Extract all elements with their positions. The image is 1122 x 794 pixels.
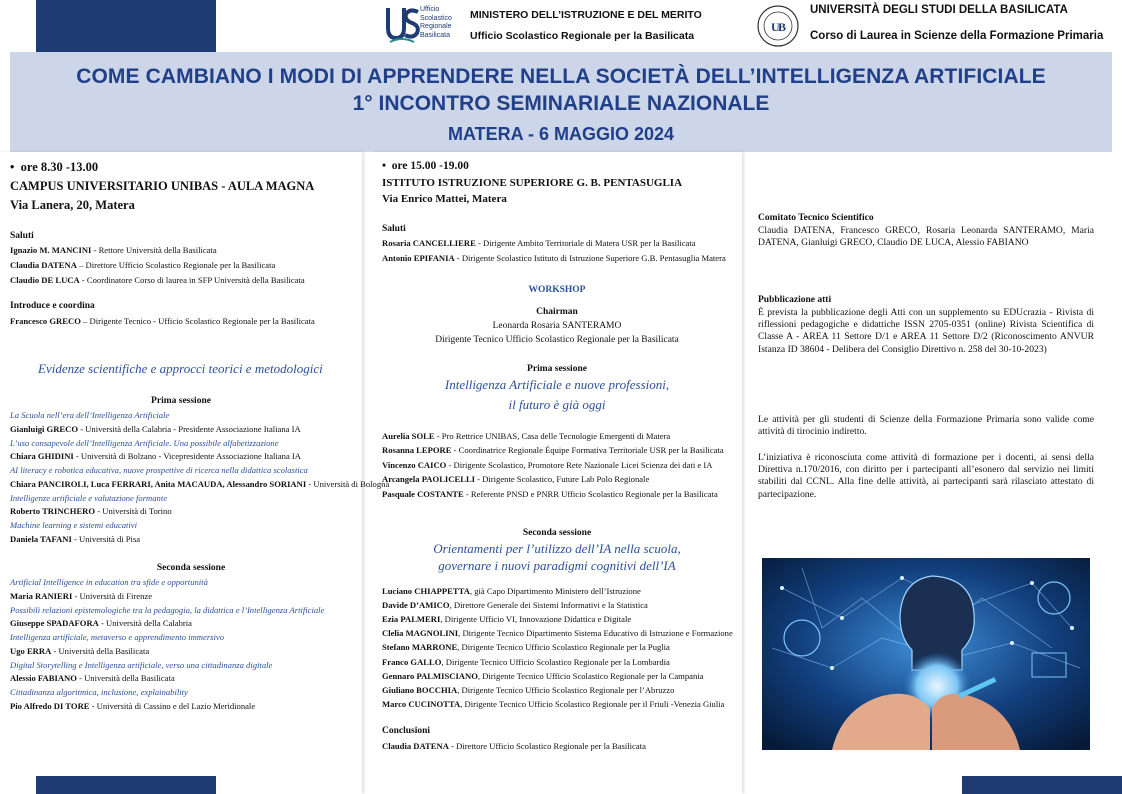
speaker-role: - Pro Rettrice UNIBAS, Casa delle Tecnologie Emergenti di Matera	[434, 431, 671, 441]
speaker-name: Francesco GRECO	[10, 316, 81, 326]
intro-item	[10, 316, 315, 326]
speaker-role: – Direttore Ufficio Scolastico Regionale per la Basilicata	[76, 260, 276, 270]
afternoon-saluti-item	[382, 253, 726, 263]
morning-column	[0, 152, 390, 794]
speaker-role: - Dirigente Scolastico Istituto di Istruzione Superiore G.B. Pentasuglia Matera	[454, 253, 726, 263]
speaker-affiliation: - Università di Cassino e del Lazio Meridionale	[89, 700, 256, 711]
chairman-role: Dirigente Tecnico Ufficio Scolastico Regionale per la Basilicata	[435, 335, 679, 345]
speaker-name: Maria RANIERI	[10, 590, 73, 601]
speaker-name: Marco CUCINOTTA	[382, 698, 461, 709]
unibas-seal-icon	[756, 4, 800, 48]
afternoon-address: Via Enrico Mattei, Matera	[382, 193, 507, 205]
session-topic: Intelligenza artificiale, metaverso e apprendimento immersivo	[10, 632, 225, 642]
speaker-name: Pio Alfredo DI TORE	[10, 700, 90, 711]
session-speaker	[10, 479, 389, 489]
svg-text:U: U	[771, 20, 780, 34]
students-text: Le attività per gli studenti di Scienze della Formazione Primaria sono valide come attività di tirocinio indiretto.	[758, 414, 1094, 438]
session-topic: AI literacy e robotica educativa, nuove prospettive di ricerca nella didattica scolastica	[10, 465, 308, 475]
speaker-role: , Dirigente Tecnico Ufficio Scolastico Regionale per la Campania	[477, 670, 704, 681]
speaker-row	[382, 600, 648, 610]
university-course: Corso di Laurea in Scienze della Formazione Primaria	[810, 30, 1104, 42]
speaker-row	[382, 671, 703, 681]
afternoon-first-session-title-2: il futuro è già oggi	[508, 397, 606, 412]
chairman-name-text: Leonarda Rosaria SANTERAMO	[492, 321, 622, 331]
speaker-role: - Dirigente Ambito Territoriale di Matera USR per la Basilicata	[475, 238, 696, 248]
speaker-name: Pasquale COSTANTE	[382, 488, 464, 499]
afternoon-time: ore 15.00 -19.00	[391, 160, 469, 172]
speaker-name: Ezia PALMERI	[382, 614, 441, 625]
committee-label: Comitato Tecnico Scientifico	[758, 213, 874, 223]
speaker-role: , Dirigente Tecnico Ufficio Scolastico Regionale per l’Abruzzo	[457, 684, 675, 695]
morning-saluti-label: Saluti	[10, 231, 34, 241]
session-speaker	[10, 646, 149, 656]
session-speaker	[10, 506, 172, 516]
speaker-row	[382, 586, 641, 596]
speaker-row	[382, 642, 670, 652]
speaker-role: - Rettore Università della Basilicata	[91, 245, 217, 255]
title-banner	[10, 52, 1112, 152]
session-speaker	[10, 451, 301, 461]
speaker-row	[382, 460, 712, 470]
speaker-role: , Dirigente Tecnico Dipartimento Sistema Educativo di Istruzione e Formazione	[458, 628, 733, 639]
speaker-name: Antonio EPIFANIA	[382, 253, 455, 263]
session-topic: La Scuola nell’era dell’Intelligenza Artificiale	[10, 410, 170, 420]
morning-time-row: • ore 8.30 -13.00	[10, 160, 99, 174]
morning-first-session-label: Prima sessione	[151, 396, 211, 406]
publication-label: Pubblicazione atti	[758, 295, 832, 305]
speaker-role: , già Capo Dipartimento Ministero dell’Istruzione	[469, 586, 641, 596]
speaker-row	[382, 657, 670, 667]
session-topic: Possibili relazioni epistemologiche tra la pedagogia, la didattica e l’Intelligenza Artificiale	[10, 604, 325, 615]
speaker-name: Chiara GHIDINI	[10, 451, 74, 461]
corner-bar-top-left	[36, 0, 216, 58]
event-title: COME CAMBIANO I MODI DI APPRENDERE NELLA SOCIETÀ DELL’INTELLIGENZA ARTIFICIALE	[76, 65, 1046, 88]
usr-logo-line: Scolastico	[420, 14, 452, 22]
afternoon-time-row: • ore 15.00 -19.00	[382, 160, 469, 172]
speaker-row	[382, 628, 733, 638]
usr-logo-line: Regionale	[420, 23, 452, 30]
speaker-name: Claudia DATENA	[10, 260, 77, 270]
speaker-name: Giuseppe SPADAFORA	[10, 618, 99, 628]
speaker-row	[382, 445, 724, 455]
morning-second-session-label: Seconda sessione	[156, 563, 226, 573]
speaker-role: , Dirigente Tecnico Ufficio Scolastico Regionale per la Puglia	[457, 642, 670, 653]
speaker-name: Gianluigi GRECO	[10, 423, 79, 434]
speaker-name: Daniela TAFANI	[10, 533, 72, 544]
morning-saluti-item	[10, 245, 217, 255]
speaker-affiliation: - Università della Calabria	[98, 618, 192, 628]
afternoon-column	[372, 152, 742, 794]
speaker-name: Claudio DE LUCA	[10, 275, 80, 285]
speaker-row	[382, 699, 724, 709]
speaker-row	[382, 685, 674, 695]
speaker-role: - Coordinatore Corso di laurea in SFP Università della Basilicata	[79, 275, 305, 285]
event-subtitle: 1° INCONTRO SEMINARIALE NAZIONALE	[352, 92, 770, 115]
session-speaker	[10, 673, 175, 683]
afternoon-second-session-title: Orientamenti per l’utilizzo dell’IA nella scuola,	[433, 541, 681, 556]
session-speaker	[10, 618, 192, 628]
session-topic: Digital Storytelling e Intelligenza artificiale, verso una cittadinanza digitale	[10, 659, 273, 670]
afternoon-second-session-title-2: governare i nuovi paradigmi cognitivi dell’IA	[438, 558, 676, 573]
session-topic: Cittadinanza algoritmica, inclusione, explainability	[10, 687, 188, 697]
speaker-role: - Referente PNSD e PNRR Ufficio Scolastico Regionale per la Basilicata	[463, 488, 718, 499]
speaker-name: Luciano CHIAPPETTA	[382, 586, 470, 596]
morning-address: Via Lanera, 20, Matera	[10, 198, 135, 212]
speaker-name: Aurelia SOLE	[382, 431, 435, 441]
speaker-name: Rosaria CANCELLIERE	[382, 238, 476, 248]
speaker-name: Davide D’AMICO	[382, 600, 450, 611]
intro-label: Introduce e coordina	[10, 301, 95, 311]
afternoon-second-session-label: Seconda sessione	[522, 528, 592, 538]
speaker-name: Franco GALLO	[382, 656, 442, 667]
morning-venue: CAMPUS UNIVERSITARIO UNIBAS - AULA MAGNA	[10, 179, 315, 193]
speaker-affiliation: - Università della Calabria - Presidente Associazione Italiana IA	[78, 423, 301, 434]
session-speaker	[10, 591, 152, 601]
speaker-row	[382, 474, 649, 484]
speaker-name: Giuliano BOCCHIA	[382, 684, 458, 695]
afternoon-saluti-item	[382, 238, 696, 248]
speaker-affiliation: - Università di Firenze	[72, 590, 153, 601]
teachers-text: L’iniziativa è riconosciuta come attività di formazione per i docenti, ai sensi della Direttiva n.170/2016, con diritto per i partecipanti all’esonero dal servizio nei limiti stabiliti dal CCNL. Alla fine delle attività, ai partecipanti sarà rilasciato attestato di partecipazione.	[758, 452, 1094, 500]
workshop-label: WORKSHOP	[528, 285, 586, 295]
speaker-affiliation: - Università di Pisa	[71, 533, 141, 544]
speaker-affiliation: - Università della Basilicata	[51, 645, 150, 656]
session-topic: Machine learning e sistemi educativi	[10, 520, 137, 530]
morning-saluti-item	[10, 275, 305, 285]
speaker-role: , Dirigente Tecnico Ufficio Scolastico Regionale per la Lombardia	[441, 656, 670, 667]
speaker-role: - Dirigente Scolastico, Future Lab Polo Regionale	[475, 474, 650, 485]
morning-theme: Evidenze scientifiche e approcci teorici e metodologici	[38, 361, 323, 376]
speaker-role: - Direttore Ufficio Scolastico Regionale per la Basilicata	[448, 741, 646, 751]
session-topic: Intelligenze artificiale e valutazione formante	[10, 492, 168, 503]
speaker-name: Claudia DATENA	[382, 741, 449, 751]
ministry-name: MINISTERO DELL’ISTRUZIONE E DEL MERITO	[470, 9, 702, 21]
speaker-role: , Dirigente Tecnico Ufficio Scolastico Regionale per il Friuli -Venezia Giulia	[460, 698, 725, 709]
speaker-name: Clelia MAGNOLINI	[382, 628, 459, 639]
speaker-row	[382, 489, 718, 499]
conclusioni-label: Conclusioni	[382, 726, 431, 736]
usr-logo-line: Basilicata	[420, 31, 450, 39]
event-place-date: MATERA - 6 MAGGIO 2024	[447, 124, 675, 144]
usr-logo-line: Ufficio	[420, 6, 440, 13]
afternoon-first-session-label: Prima sessione	[527, 364, 587, 374]
session-speaker	[10, 534, 140, 544]
speaker-affiliation: - Università di Bolzano - Vicepresidente Associazione Italiana IA	[73, 451, 301, 461]
morning-saluti-item	[10, 260, 275, 270]
chairman-label: Chairman	[536, 307, 578, 317]
afternoon-first-session-title: Intelligenza Artificiale e nuove professioni,	[444, 377, 670, 392]
afternoon-venue: ISTITUTO ISTRUZIONE SUPERIORE G. B. PENTASUGLIA	[382, 177, 683, 189]
conclusioni-item	[382, 741, 646, 751]
afternoon-saluti-label: Saluti	[382, 224, 406, 234]
speaker-role: – Dirigente Tecnico - Ufficio Scolastico Regionale per la Basilicata	[80, 316, 315, 326]
speaker-name: Gennaro PALMISCIANO	[382, 670, 478, 681]
speaker-affiliation: - Università della Basilicata	[76, 673, 175, 683]
speaker-row	[382, 431, 670, 441]
session-speaker	[10, 424, 301, 434]
university-name: UNIVERSITÀ DEGLI STUDI DELLA BASILICATA	[810, 4, 1068, 16]
speaker-role: , Dirigente Ufficio VI, Innovazione Didattica e Digitale	[440, 614, 632, 625]
speaker-name: Roberto TRINCHERO	[10, 506, 96, 516]
speaker-affiliation: - Università di Bologna	[306, 478, 390, 489]
usr-logo	[384, 4, 464, 48]
speaker-role: - Dirigente Scolastico, Promotore Rete Nazionale Licei Scienza dei dati e IA	[446, 459, 713, 470]
speaker-row	[382, 614, 631, 624]
committee-text: Claudia DATENA, Francesco GRECO, Rosaria Leonarda SANTERAMO, Maria DATENA, Gianluigi GRECO, Claudio DE LUCA, Alessio FABIANO	[758, 225, 1094, 249]
session-speaker	[10, 701, 255, 711]
chairman-name	[372, 321, 742, 331]
speaker-role: - Coordinatrice Regionale Équipe Formativa Territoriale USR per la Basilicata	[451, 445, 724, 456]
speaker-name: Rosanna LEPORE	[382, 445, 452, 456]
session-topic: L’uso consapevole dell’Intelligenza Artificiale. Una possibile alfabetizzazione	[10, 437, 279, 448]
session-topic: Artificial Intelligence in education tra sfide e opportunità	[10, 577, 208, 587]
ai-hands-illustration	[762, 558, 1090, 750]
ministry-office: Ufficio Scolastico Regionale per la Basilicata	[470, 30, 695, 42]
svg-text:B: B	[778, 20, 787, 34]
speaker-name: Alessio FABIANO	[10, 673, 77, 683]
speaker-name: Stefano MARRONE	[382, 642, 458, 653]
speaker-name: Ugo ERRA	[10, 645, 52, 656]
morning-time: ore 8.30 -13.00	[20, 160, 99, 174]
speaker-name: Arcangela PAOLICELLI	[382, 474, 476, 485]
speaker-name: Chiara PANCIROLI, Luca FERRARI, Anita MACAUDA, Alessandro SORIANI	[10, 478, 307, 489]
speaker-name: Vincenzo CAICO	[382, 459, 447, 470]
speaker-name: Ignazio M. MANCINI	[10, 245, 92, 255]
speaker-affiliation: - Università di Torino	[95, 506, 172, 516]
speaker-role: , Direttore Generale dei Sistemi Informativi e la Statistica	[449, 600, 648, 611]
publication-text: È prevista la pubblicazione degli Atti con un supplemento su EDUcrazia - Rivista di riflessioni pedagogiche e didattiche ISSN 2705-0351 (online) Rivista Scientifica di Classe A - AREA 11 Settore D/1 e AREA 11 Settore D/2 (Riconoscimento ANVUR Istanza ID 38604 - Delibera del Consiglio Direttivo n. 258 del 30-10-2023)	[758, 307, 1094, 355]
